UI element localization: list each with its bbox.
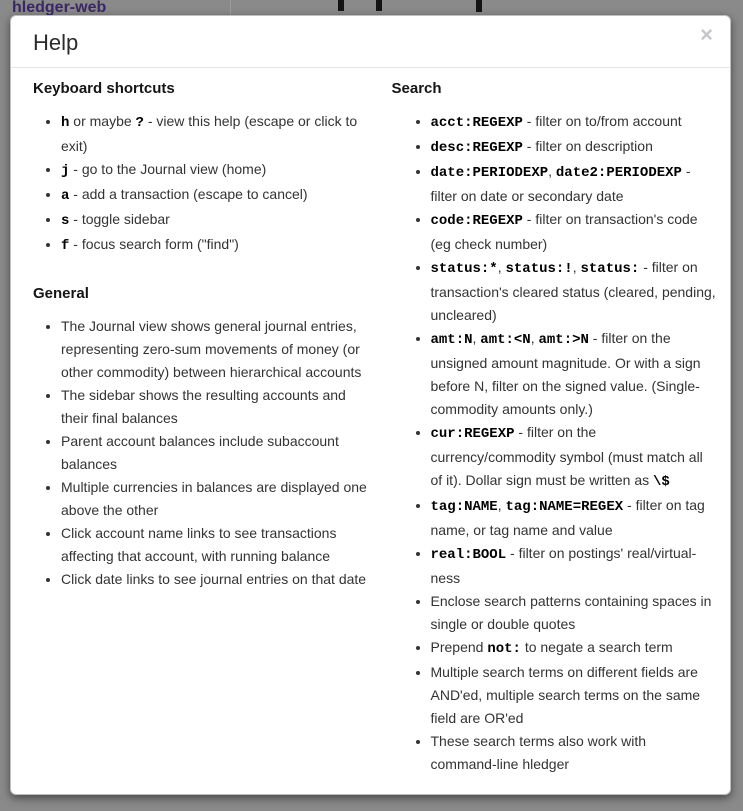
code-term: desc:REGEXP (430, 140, 523, 156)
modal-header (11, 16, 730, 68)
list-item: • s - toggle sidebar (61, 208, 369, 233)
help-modal (10, 15, 731, 795)
modal-title: Help (33, 30, 79, 55)
obscured-heading-fragment (376, 0, 382, 11)
obscured-heading-fragment (338, 0, 344, 11)
list-item: • h or maybe ? - view this help (escape or click to exit) (61, 110, 369, 158)
list-item: • Multiple currencies in balances are displayed one above the other (61, 476, 369, 522)
keyboard-shortcuts-heading: Keyboard shortcuts (33, 80, 175, 97)
list-item: • date:PERIODEXP, date2:PERIODEXP - filter on date or secondary date (431, 160, 717, 208)
code-term: amt:<N (480, 332, 531, 348)
list-item: • real:BOOL - filter on postings' real/virtual-ness (431, 542, 717, 590)
general-heading: General (33, 285, 89, 302)
list-item: • j - go to the Journal view (home) (61, 158, 369, 183)
code-term: date:PERIODEXP (430, 165, 549, 181)
code-term: \$ (653, 474, 670, 490)
code-term: tag:NAME=REGEX (505, 499, 624, 515)
list-item: • Enclose search patterns containing spaces in single or double quotes (431, 590, 717, 636)
code-term: a (61, 188, 70, 204)
code-term: cur:REGEXP (430, 426, 515, 442)
list-item: • amt:N, amt:<N, amt:>N - filter on the unsigned amount magnitude. Or with a sign before N, filter on the signed value. (Single-commodity amounts only.) (431, 327, 717, 421)
list-item: • a - add a transaction (escape to cancel) (61, 183, 369, 208)
list-item: • f - focus search form ("find") (61, 233, 369, 258)
search-heading: Search (391, 80, 442, 97)
list-item: • Parent account balances include subaccount balances (61, 430, 369, 476)
list-item: • The sidebar shows the resulting accounts and their final balances (61, 384, 369, 430)
list-item: • code:REGEXP - filter on transaction's code (eg check number) (431, 208, 717, 256)
close-button[interactable] (700, 24, 713, 46)
list-item: • Multiple search terms on different fields are AND'ed, multiple search terms on the same field are OR'ed (431, 661, 717, 730)
list-item: • Click account name links to see transactions affecting that account, with running balance (61, 522, 369, 568)
list-item: • The Journal view shows general journal entries, representing zero-sum movements of money (or other commodity) between hierarchical accounts (61, 315, 369, 384)
obscured-heading-fragment (476, 0, 482, 12)
general-section (33, 285, 375, 591)
list-item: • status:*, status:!, status: - filter on transaction's cleared status (cleared, pending, uncleared) (431, 256, 717, 327)
modal-backdrop[interactable] (0, 0, 743, 15)
code-term: real:BOOL (430, 547, 507, 563)
list-item: • Click date links to see journal entries on that date (61, 568, 369, 591)
code-term: acct:REGEXP (430, 115, 523, 131)
code-term: ? (135, 115, 144, 131)
code-term: f (61, 238, 70, 254)
code-term: j (61, 163, 70, 179)
search-section (392, 80, 717, 776)
brand-link: hledger-web (12, 0, 107, 15)
search-terms-list (392, 110, 717, 776)
list-item: • acct:REGEXP - filter on to/from account (431, 110, 717, 135)
close-icon: × (700, 22, 713, 47)
code-term: amt:N (430, 332, 473, 348)
code-term: date2:PERIODEXP (555, 165, 682, 181)
list-item: • cur:REGEXP - filter on the currency/commodity symbol (must match all of it). Dollar sign must be written as \$ (431, 421, 717, 494)
code-term: tag:NAME (430, 499, 498, 515)
list-item: • These search terms also work with command-line hledger (431, 730, 717, 776)
sidebar-divider (230, 0, 231, 15)
code-term: status: (580, 261, 640, 277)
code-term: amt:>N (538, 332, 589, 348)
list-item: • desc:REGEXP - filter on description (431, 135, 717, 160)
keyboard-shortcuts-list (33, 110, 369, 258)
list-item: • Prepend not: to negate a search term (431, 636, 717, 661)
list-item: • tag:NAME, tag:NAME=REGEX - filter on tag name, or tag name and value (431, 494, 717, 542)
code-term: code:REGEXP (430, 213, 523, 229)
modal-body (11, 68, 730, 795)
code-term: s (61, 213, 70, 229)
code-term: not: (487, 641, 521, 657)
general-list (33, 315, 369, 591)
code-term: status:! (505, 261, 573, 277)
code-term: h (61, 115, 70, 131)
code-term: status:* (430, 261, 498, 277)
keyboard-shortcuts-section (33, 80, 375, 258)
help-right-column (375, 80, 717, 776)
help-left-column (33, 80, 375, 776)
